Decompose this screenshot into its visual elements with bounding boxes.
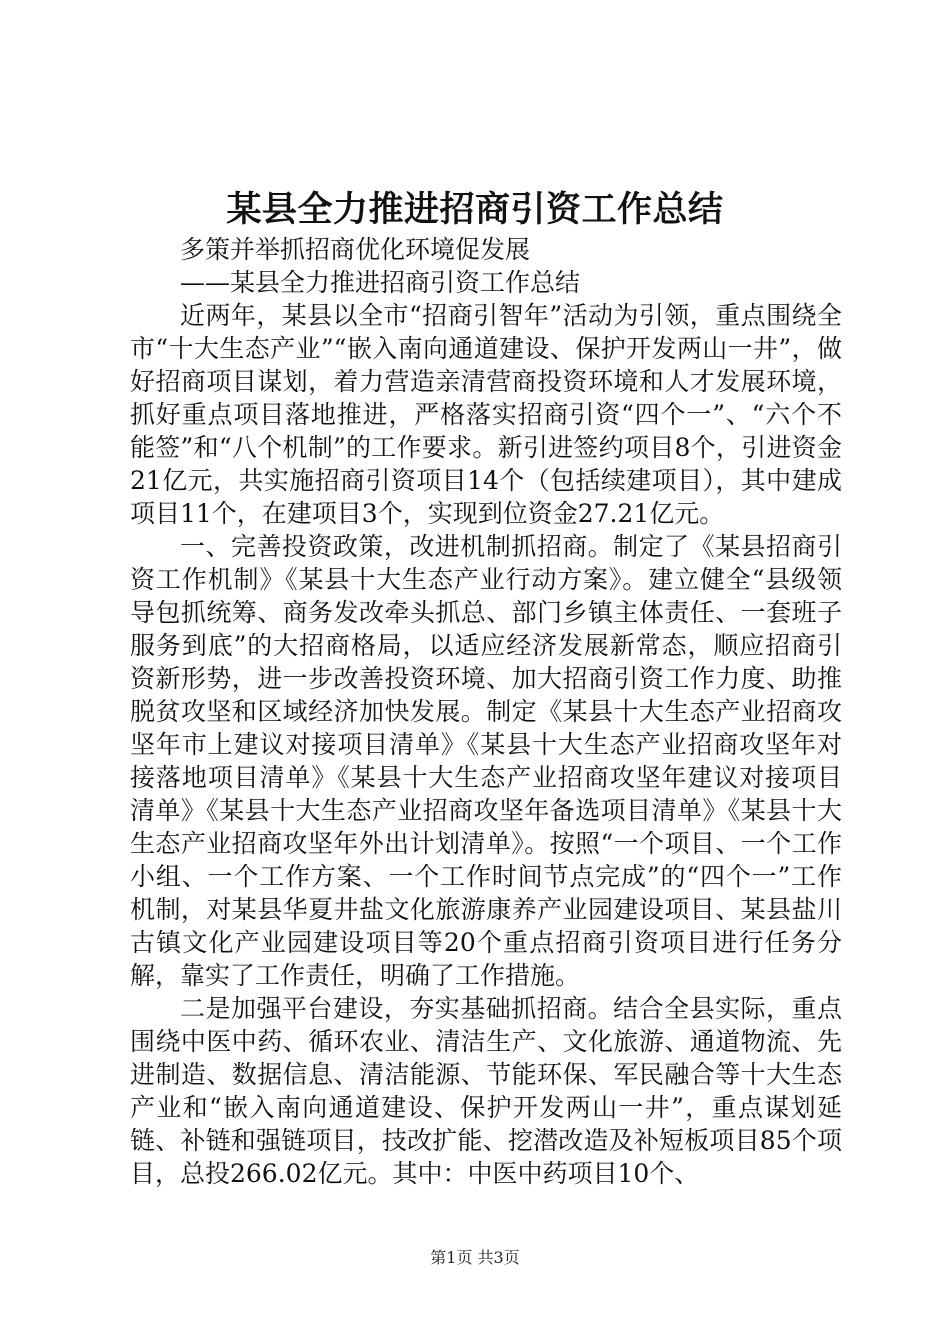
document-body — [130, 233, 842, 1190]
subtitle: 多策并举抓招商优化环境促发展 — [180, 235, 531, 264]
paragraph-section-1: 一、完善投资政策，改进机制抓招商。制定了《某县招商引资工作机制》《某县十大生态产业行动方案》。建立健全“县级领导包抓统筹、商务发改牵头抓总、部门乡镇主体责任、一套班子服务到底”的大招商格局，以适应经济发展新常态，顺应招商引资新形势，进一步改善投资环境、加大招商引资工作力度、助推脱贫攻坚和区域经济加快发展。制定《某县十大生态产业招商攻坚年市上建议对接项目清单》《某县十大生态产业招商攻坚年对接落地项目清单》《某县十大生态产业招商攻坚年建议对接项目清单》《某县十大生态产业招商攻坚年备选项目清单》《某县十大生态产业招商攻坚年外出计划清单》。按照“一个项目、一个工作小组、一个工作方案、一个工作时间节点完成”的“四个一”工作机制，对某县华夏井盐文化旅游康养产业园建设项目、某县盐川古镇文化产业园建设项目等20个重点招商引资项目进行任务分解，靠实了工作责任，明确了工作措施。 — [130, 532, 842, 990]
page-indicator: 第1页 共3页 — [430, 1248, 520, 1267]
paragraph-section-2: 二是加强平台建设，夯实基础抓招商。结合全县实际，重点围绕中医中药、循环农业、清洁生产、文化旅游、通道物流、先进制造、数据信息、清洁能源、节能环保、军民融合等十大生态产业和“嵌入南向通道建设、保护开发两山一井”，重点谋划延链、补链和强链项目，技改扩能、挖潜改造及补短板项目85个项目，总投266.02亿元。其中：中医中药项目10个、 — [130, 994, 842, 1188]
document-title: 某县全力推进招商引资工作总结 — [226, 189, 724, 230]
subtitle-line-2: ——某县全力推进招商引资工作总结 — [180, 268, 581, 297]
paragraph-intro: 近两年，某县以全市“招商引智年”活动为引领，重点围绕全市“十大生态产业”“嵌入南向通道建设、保护开发两山一井”，做好招商项目谋划，着力营造亲清营商投资环境和人才发展环境，抓好重点项目落地推进，严格落实招商引资“四个一”、“六个不能签”和“八个机制”的工作要求。新引进签约项目8个，引进资金21亿元，共实施招商引资项目14个（包括续建项目），其中建成项目11个，在建项目3个，实现到位资金27.21亿元。 — [130, 301, 842, 528]
